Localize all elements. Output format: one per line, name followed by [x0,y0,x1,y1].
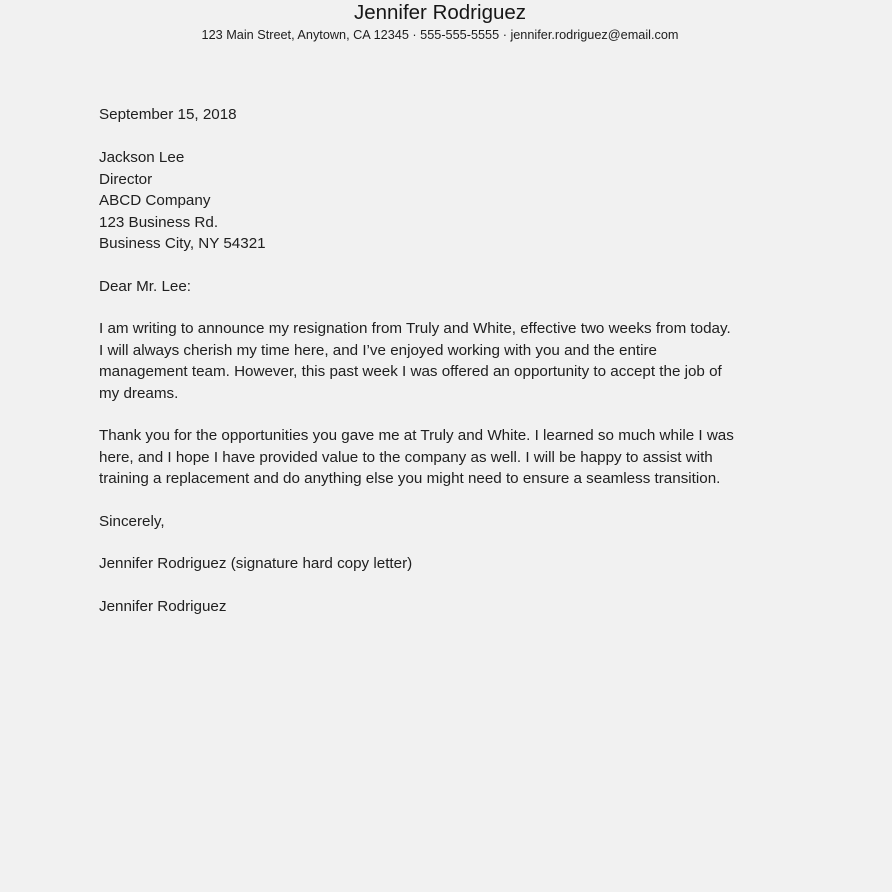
recipient-street: 123 Business Rd. [99,213,219,231]
paragraph-line: training a replacement and do anything else you might need to ensure a seamless transition. [99,470,721,487]
paragraph-line: I will always cherish my time here, and I’ve enjoyed working with you and the entire [99,341,657,359]
letterhead-name: Jennifer Rodriguez [353,1,527,24]
recipient-name: Jackson Lee [99,149,185,166]
closing: Sincerely, [99,513,165,530]
recipient-company: ABCD Company [99,192,211,209]
recipient-address [99,147,799,255]
paragraph-line: Thank you for the opportunities you gave me at Truly and White. I learned so much while I was [99,427,734,444]
paragraph-line: here, and I hope I have provided value to the company as well. I will be happy to assist with [99,448,713,466]
sender-name: Jennifer Rodriguez [99,598,227,615]
paragraph-line: I am writing to announce my resignation from Truly and White, effective two weeks from today. [99,320,731,337]
salutation: Dear Mr. Lee: [99,278,192,295]
signature-note: Jennifer Rodriguez (signature hard copy letter) [99,555,413,572]
body-paragraph [99,318,799,404]
letter-date: September 15, 2018 [99,106,237,123]
recipient-city: Business City, NY 54321 [99,235,266,252]
body-paragraph [99,425,799,490]
paragraph-line: management team. However, this past week I was offered an opportunity to accept the job of [99,363,722,380]
paragraph-line: my dreams. [99,384,179,402]
recipient-title: Director [99,170,153,188]
letterhead-contact: 123 Main Street, Anytown, CA 12345 · 555-555-5555 · jennifer.rodriguez@email.com [201,28,679,42]
